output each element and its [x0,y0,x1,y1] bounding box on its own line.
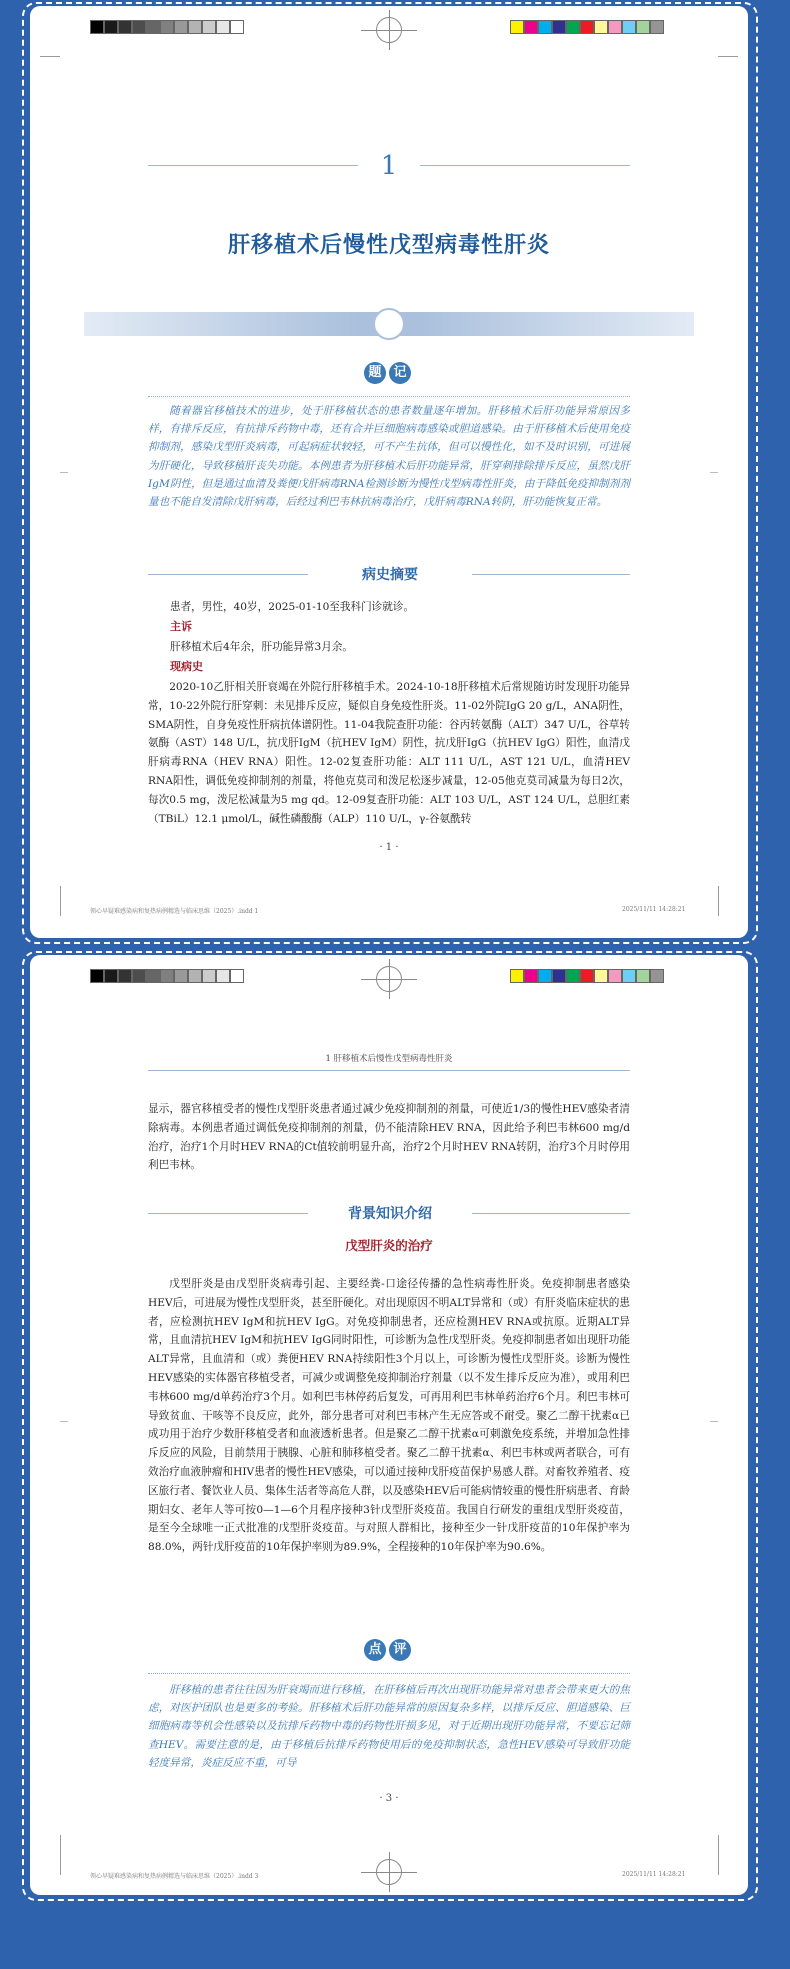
grayscale-calibration-strip [90,969,244,983]
page-3 [30,955,748,1895]
page-number: · 3 · [379,1793,399,1804]
color-calibration-strip [510,20,664,34]
background-paragraph: 戊型肝炎是由戊型肝炎病毒引起、主要经粪-口途径传播的急性病毒性肝炎。免疫抑制患者感染HEV后，可进展为慢性戊型肝炎，甚至肝硬化。对出现原因不明ALT异常和（或）有肝炎临床症状的患者，应检测抗HEV IgM和抗HEV IgG。对免疫抑制患者，还应检测HEV RNA或抗原。近期ALT异常，且血清抗HEV IgM和抗HEV IgG同时阳性，可诊断为急性戊型肝炎。免疫抑制患者如出现肝功能ALT异常，且血清和（或）粪便HEV RNA持续阳性3个月以上，可诊断为慢性戊型肝炎。诊断为慢性HEV感染的实体器官移植受者，可减少或调整免疫抑制治疗剂量（以不发生排斥反应为准），或用利巴韦林600 mg/d单药治疗3个月。如利巴韦林停药后复发，可再用利巴韦林单药治疗6个月。利巴韦林可导致贫血、干咳等不良反应，此外，部分患者可对利巴韦林产生无应答或不耐受。聚乙二醇干扰素α已成功用于治疗少数肝移植受者和血液透析患者。但是聚乙二醇干扰素α可刺激免疫系统，并增加急性排斥反应的风险，目前禁用于胰腺、心脏和肺移植受者。聚乙二醇干扰素α、利巴韦林或两者联合，可有效治疗血液肿瘤和HIV患者的慢性HEV感染，可以通过接种戊肝疫苗保护易感人群。对畜牧养殖者、疫区旅行者、餐饮业人员、集体生活者等高危人群，以及感染HEV后可能病情较重的慢性肝病患者、育龄期妇女、老年人等可按0—1—6个月程序接种3针戊型肝炎疫苗。我国自行研发的重组戊型肝炎疫苗，是至今全球唯一正式批准的戊型肝炎疫苗。与对照人群相比，接种至少一针戊肝疫苗的10年保护率为88.0%，两针戊肝疫苗的10年保护率则为89.9%，全程接种的10年保护率为90.6%。 [148,1278,630,1554]
continued-paragraph: 显示，器官移植受者的慢性戊型肝炎患者通过减少免疫抑制剂的剂量，可使近1/3的慢性HEV感染者清除病毒。本例患者通过调低免疫抑制剂的剂量，仍不能清除HEV RNA，因此给予利巴韦林600 mg/d治疗，治疗1个月时HEV RNA的Ct值较前明显升高，治疗2个月时HEV RNA转阴，治疗3个月时停用利巴韦林。 [148,1103,630,1172]
registration-mark-bottom [376,1859,402,1885]
note-badge-char: 题 [364,362,386,384]
present-illness-label: 现病史 [170,660,203,673]
registration-mark-top [376,966,402,992]
comment-badge-char: 点 [364,1639,386,1661]
emblem-icon [373,308,405,340]
note-badge-char: 记 [389,362,411,384]
section-rule-right [472,574,630,575]
present-illness-text: 2020-10乙肝相关肝衰竭在外院行肝移植手术。2024-10-18肝移植术后常规随访时发现肝功能异常，10-22外院行肝穿刺：未见排斥反应，疑似自身免疫性肝炎。11-02外院IgG 20 g/L，ANA阴性，SMA阴性，自身免疫性肝病抗体谱阴性。11-04我院查肝功能：谷丙转氨酶（ALT）347 U/L，谷草转氨酶（AST）148 U/L，抗戊肝IgM（抗HEV IgM）阴性，抗戊肝IgG（抗HEV IgG）阳性，血清戊肝病毒RNA（HEV RNA）阳性。12-02复查肝功能：ALT 111 U/L，AST 121 U/L，血清HEV RNA阳性，调低免疫抑制剂的剂量，将他克莫司和泼尼松逐步减量，12-05他克莫司减量为每日2次，每次0.5 mg，泼尼松减量为5 mg qd。12-09复查肝功能：ALT 103 U/L，AST 124 U/L，总胆红素（TBiL）12.1 μmol/L，碱性磷酸酶（ALP）110 U/L，γ-谷氨酰转 [148,681,630,825]
divider [148,1673,630,1674]
section-rule-left [148,574,308,575]
page-number: · 1 · [379,842,399,853]
note-badge [364,362,411,384]
side-mark-left [60,1421,68,1422]
side-mark-right [710,1421,718,1422]
crop-mark [718,886,719,916]
crop-mark [40,56,60,57]
treatment-subheading: 戊型肝炎的治疗 [345,1238,433,1253]
history-heading: 病史摘要 [362,567,418,583]
side-mark-left [60,472,68,473]
complaint-text: 肝移植术后4年余，肝功能异常3月余。 [170,641,353,653]
intro-paragraph: 随着器官移植技术的进步，处于肝移植状态的患者数量逐年增加。肝移植术后肝功能异常原因多样，有排斥反应，有抗排斥药物中毒，还有合并巨细胞病毒感染或胆道感染。由于肝移植术后使用免疫抑制剂，感染戊型肝炎病毒，可起病症状较轻，可不产生抗体，但可以慢性化，如不及时识别，可进展为肝硬化，导致移植肝丧失功能。本例患者为肝移植术后肝功能异常，肝穿刺排除排斥反应，虽然戊肝IgM阴性，但是通过血清及粪便戊肝病毒RNA检测诊断为慢性戊型病毒性肝炎，由于降低免疫抑制剂剂量也不能自发清除戊肝病毒，后经过利巴韦林抗病毒治疗，戊肝病毒RNA转阴，肝功能恢复正常。 [148,405,630,509]
crop-mark [60,1835,61,1875]
page-1 [30,6,748,938]
footer-file: 领心早疑难感染病和复热病例精选与临床思维（2025）.indd 3 [90,1873,259,1880]
chapter-title: 肝移植术后慢性戊型病毒性肝炎 [227,232,550,258]
background-heading: 背景知识介绍 [348,1206,432,1222]
comment-badge-char: 评 [389,1639,411,1661]
chapter-number: 1 [380,151,398,181]
patient-line: 患者，男性，40岁，2025-01-10至我科门诊就诊。 [170,601,415,613]
crop-mark [718,56,738,57]
footer-timestamp: 2025/11/11 14:28:21 [622,1871,686,1878]
footer-file: 领心早疑难感染病和复热病例精选与临床思维（2025）.indd 1 [90,908,259,915]
section-rule-left [148,1213,308,1214]
crop-mark [718,1835,719,1875]
color-calibration-strip [510,969,664,983]
complaint-label: 主诉 [170,620,192,633]
divider [148,396,630,397]
section-rule-right [472,1213,630,1214]
running-header-rule [148,1070,630,1071]
registration-mark-top [376,17,402,43]
crop-mark [60,886,61,916]
grayscale-calibration-strip [90,20,244,34]
footer-timestamp: 2025/11/11 14:28:21 [622,906,686,913]
side-mark-right [710,472,718,473]
running-header: 1 肝移植术后慢性戊型病毒性肝炎 [325,1054,453,1064]
comment-badge [364,1639,411,1661]
comment-paragraph: 肝移植的患者往往因为肝衰竭而进行移植，在肝移植后再次出现肝功能异常对患者会带来更大的焦虑，对医护团队也是更多的考验。肝移植术后肝功能异常的原因复杂多样，以排斥反应、胆道感染、巨细胞病毒等机会性感染以及抗排斥药物中毒的药物性肝损多见，对于近期出现肝功能异常，不要忘记筛查HEV。需要注意的是，由于移植后抗排斥药物使用后的免疫抑制状态，急性HEV感染可导致肝功能轻度异常，炎症反应不重，可导 [148,1684,630,1769]
